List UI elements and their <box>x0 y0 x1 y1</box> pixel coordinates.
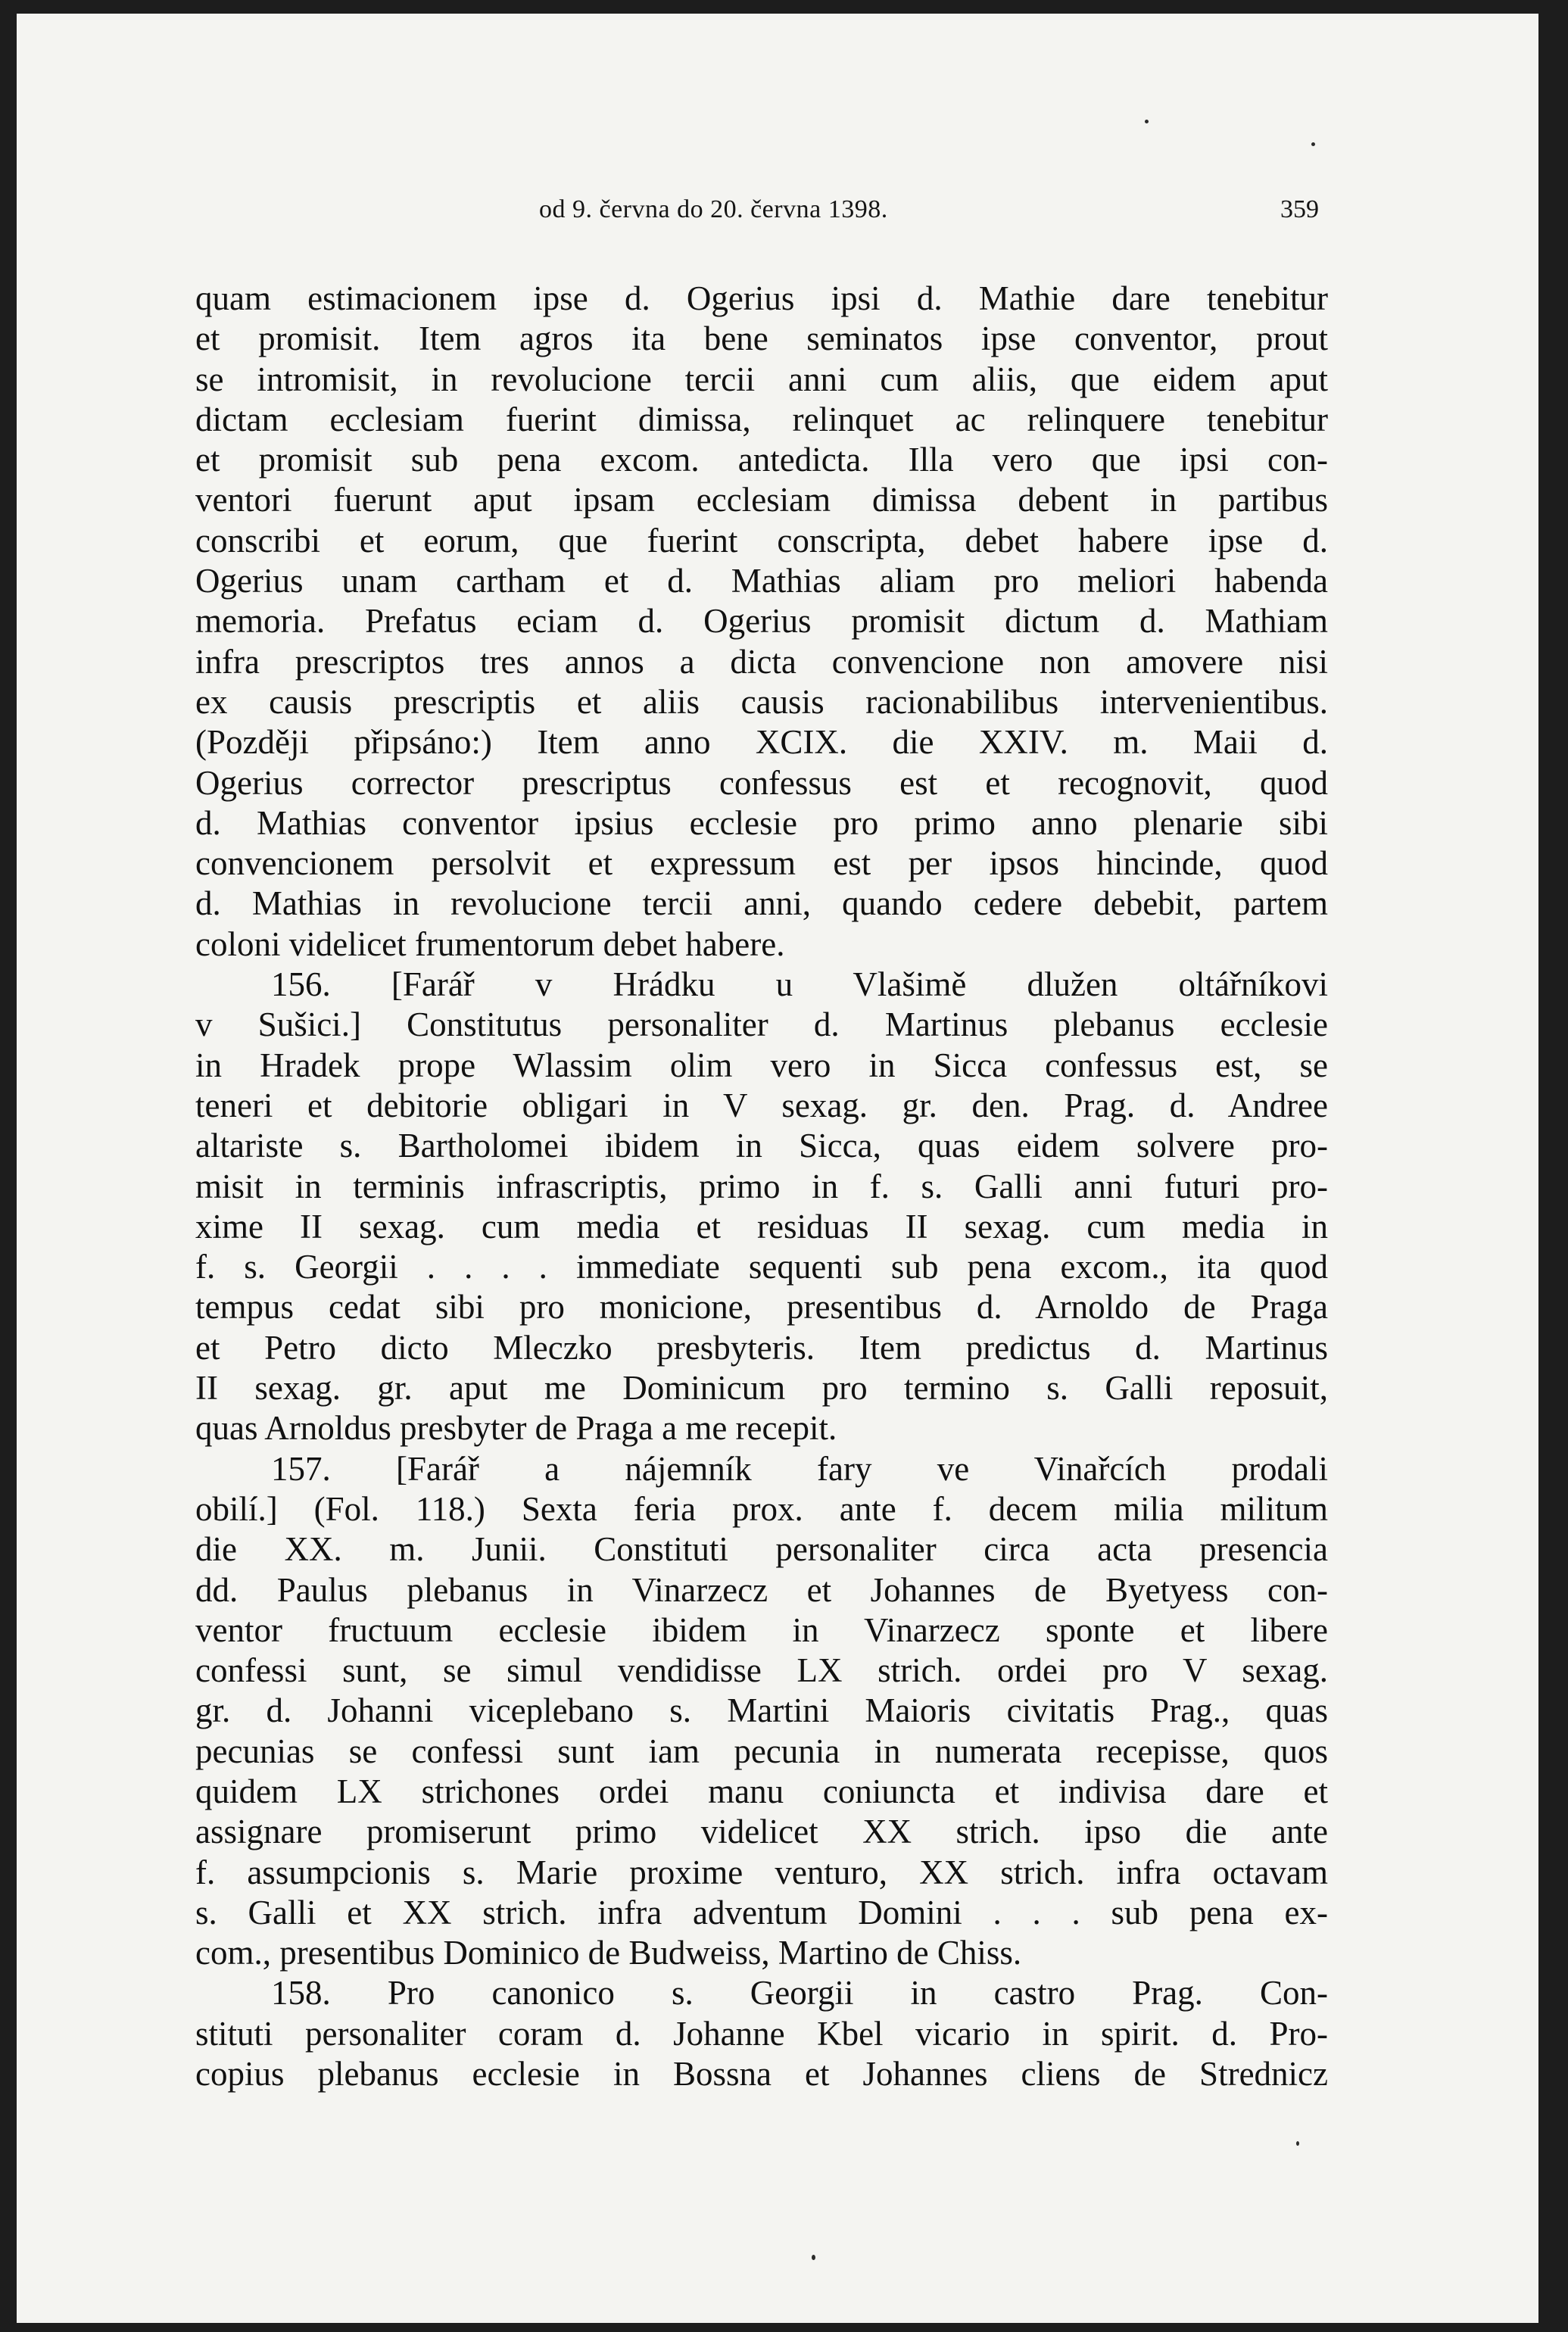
text-line: tempus cedat sibi pro monicione, presentibus d. Arnoldo de Praga <box>195 1288 1328 1327</box>
page-number: 359 <box>1280 195 1319 223</box>
text-line: d. Mathias conventor ipsius ecclesie pro primo anno plenarie sibi <box>195 803 1328 842</box>
text-line: ventori fuerunt aput ipsam ecclesiam dimissa debent in partibus <box>195 481 1328 519</box>
text-line: copius plebanus ecclesie in Bossna et Johannes cliens de Strednicz <box>195 2055 1328 2094</box>
scan-speck <box>1296 2141 1299 2146</box>
text-line: com., presentibus Dominico de Budweiss, Martino de Chiss. <box>195 1934 1022 1972</box>
text-line: dictam ecclesiam fuerint dimissa, relinquet ac relinquere tenebitur <box>195 400 1328 438</box>
text-line: conscribi et eorum, que fuerint conscripta, debet habere ipse d. <box>195 521 1328 560</box>
entry-158-heading: 158. Pro canonico s. Georgii in castro Prag. Con- <box>271 1974 1328 2012</box>
text-line: pecunias se confessi sunt iam pecunia in numerata recepisse, quos <box>195 1732 1328 1770</box>
text-line: coloni videlicet frumentorum debet habere. <box>195 924 785 963</box>
text-line: infra prescriptos tres annos a dicta convencione non amovere nisi <box>195 642 1328 681</box>
text-line: ventor fructuum ecclesie ibidem in Vinarzecz sponte et libere <box>195 1610 1328 1649</box>
text-line: teneri et debitorie obligari in V sexag. gr. den. Prag. d. Andree <box>195 1086 1328 1124</box>
text-line: ex causis prescriptis et aliis causis racionabilibus intervenientibus. <box>195 682 1328 721</box>
text-line: quas Arnoldus presbyter de Praga a me recepit. <box>195 1409 837 1448</box>
text-line: et promisit sub pena excom. antedicta. Illa vero que ipsi con- <box>195 441 1328 479</box>
text-line: quidem LX strichones ordei manu coniuncta et indivisa dare et <box>195 1772 1328 1810</box>
text-line: altariste s. Bartholomei ibidem in Sicca, quas eidem solvere pro- <box>195 1127 1328 1165</box>
scan-speck <box>1311 142 1315 146</box>
running-head: od 9. června do 20. června 1398. <box>539 195 888 223</box>
text-line: f. s. Georgii . . . . immediate sequenti sub pena excom., ita quod <box>195 1248 1328 1286</box>
book-page <box>17 14 1538 2323</box>
entry-157-heading: 157. [Farář a nájemník fary ve Vinařcích prodali <box>271 1449 1328 1488</box>
text-line: obilí.] (Fol. 118.) Sexta feria prox. ante f. decem milia militum <box>195 1489 1328 1528</box>
entry-156-heading: 156. [Farář v Hrádku u Vlašimě dlužen oltářníkovi <box>271 965 1328 1004</box>
body-text <box>195 279 1328 2094</box>
text-line: Ogerius unam cartham et d. Mathias aliam pro meliori habenda <box>195 562 1328 600</box>
text-line: v Sušici.] Constitutus personaliter d. Martinus plebanus ecclesie <box>195 1005 1328 1044</box>
text-line: die XX. m. Junii. Constituti personaliter circa acta presencia <box>195 1530 1328 1569</box>
text-line: confessi sunt, se simul vendidisse LX strich. ordei pro V sexag. <box>195 1651 1328 1690</box>
text-line: convencionem persolvit et expressum est per ipsos hincinde, quod <box>195 844 1328 883</box>
text-line: quam estimacionem ipse d. Ogerius ipsi d. Mathie dare tenebitur <box>195 279 1328 317</box>
text-line: (Později připsáno:) Item anno XCIX. die XXIV. m. Maii d. <box>195 723 1328 762</box>
scan-speck <box>812 2255 815 2260</box>
text-line: assignare promiserunt primo videlicet XX strich. ipso die ante <box>195 1813 1328 1851</box>
text-line: II sexag. gr. aput me Dominicum pro termino s. Galli reposuit, <box>195 1369 1328 1408</box>
text-line: stituti personaliter coram d. Johanne Kbel vicario in spirit. d. Pro- <box>195 2014 1328 2053</box>
text-line: Ogerius corrector prescriptus confessus est et recognovit, quod <box>195 763 1328 802</box>
text-line: et Petro dicto Mleczko presbyteris. Item predictus d. Martinus <box>195 1328 1328 1367</box>
text-line: in Hradek prope Wlassim olim vero in Sicca confessus est, se <box>195 1046 1328 1084</box>
text-line: se intromisit, in revolucione tercii anni cum aliis, que eidem aput <box>195 360 1328 398</box>
text-line: memoria. Prefatus eciam d. Ogerius promisit dictum d. Mathiam <box>195 602 1328 641</box>
text-line: f. assumpcionis s. Marie proxime venturo, XX strich. infra octavam <box>195 1853 1328 1891</box>
text-line: d. Mathias in revolucione tercii anni, quando cedere debebit, partem <box>195 884 1328 923</box>
scan-speck <box>1145 120 1149 123</box>
text-line: xime II sexag. cum media et residuas II sexag. cum media in <box>195 1207 1328 1246</box>
text-line: dd. Paulus plebanus in Vinarzecz et Johannes de Byetyess con- <box>195 1570 1328 1609</box>
text-line: gr. d. Johanni viceplebano s. Martini Maioris civitatis Prag., quas <box>195 1691 1328 1730</box>
text-line: s. Galli et XX strich. infra adventum Domini . . . sub pena ex- <box>195 1893 1328 1931</box>
text-line: et promisit. Item agros ita bene seminatos ipse conventor, prout <box>195 320 1328 358</box>
text-line: misit in terminis infrascriptis, primo in f. s. Galli anni futuri pro- <box>195 1167 1328 1205</box>
